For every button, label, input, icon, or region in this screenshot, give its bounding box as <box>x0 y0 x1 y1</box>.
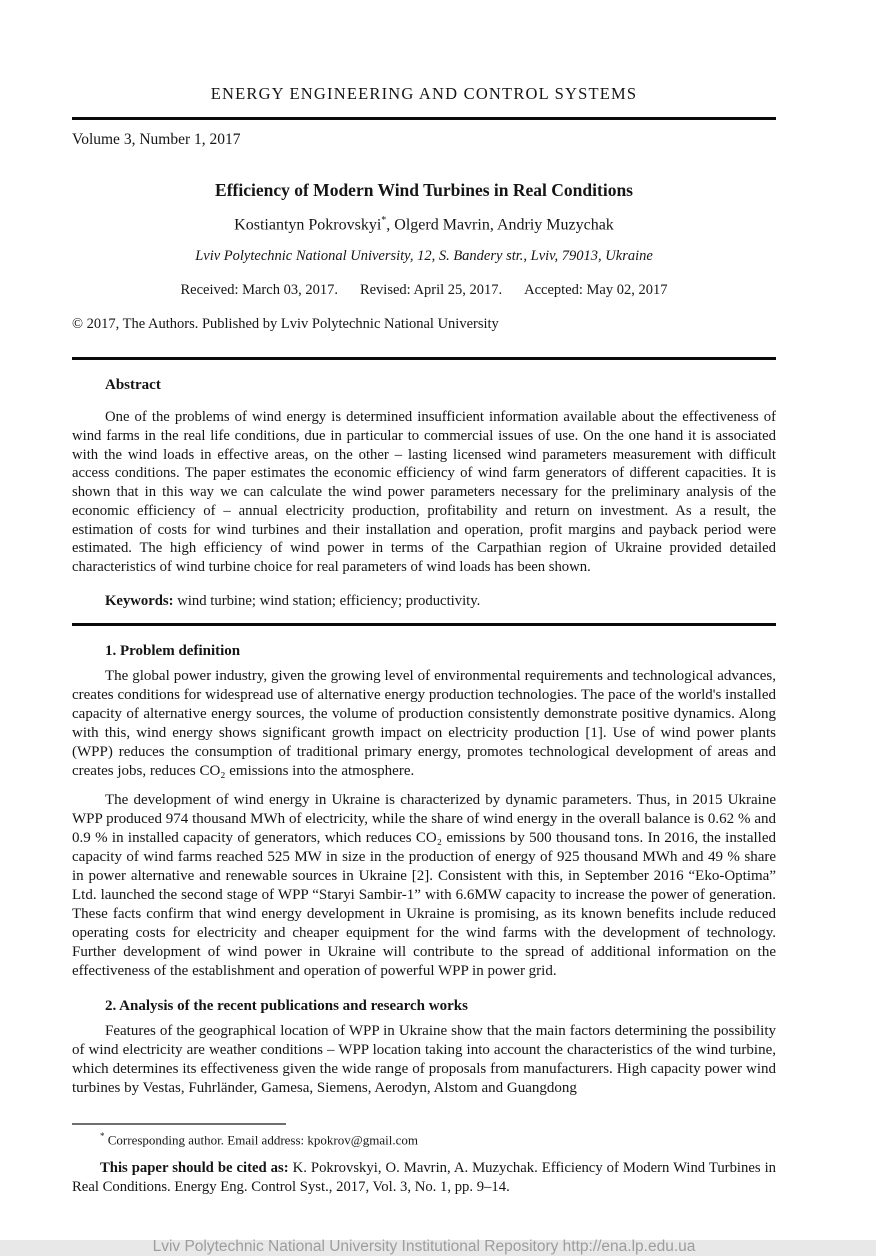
header-rule <box>72 117 776 120</box>
abstract-top-rule <box>72 357 776 360</box>
authors-line <box>72 215 776 234</box>
received-date: Received: March 03, 2017. <box>180 282 338 299</box>
citation-note <box>72 1159 776 1198</box>
article-title: Efficiency of Modern Wind Turbines in Real Conditions <box>215 180 633 200</box>
repository-footer: Lviv Polytechnic National University Institutional Repository http://ena.lp.edu.ua <box>152 1237 696 1255</box>
copyright-line: © 2017, The Authors. Published by Lviv Polytechnic National University <box>72 316 499 333</box>
section-1-heading: 1. Problem definition <box>105 642 241 659</box>
volume-line: Volume 3, Number 1, 2017 <box>72 131 241 148</box>
author-names-rest: , Olgerd Mavrin, Andriy Muzychak <box>386 216 614 234</box>
footnote-text: Corresponding author. Email address: kpokrov@gmail.com <box>104 1131 418 1147</box>
section-2-paragraph-1: Features of the geographical location of WPP in Ukraine show that the main factors determining the possibility of wind electricity are weather conditions – WPP location taking into account the characteristics of the wind turbine, which determines its effectiveness given the wide range of proposals from manufacturers. High capacity power wind turbines by Vestas, Fuhrländer, Gamesa, Siemens, Aerodyn, Alstom and Guangdong <box>72 1022 776 1096</box>
revised-date: Revised: April 25, 2017. <box>359 282 503 299</box>
page-content <box>72 0 776 1256</box>
author-names-first: Kostiantyn Pokrovskyi <box>234 216 382 234</box>
keywords-line <box>72 593 776 610</box>
keywords-text: wind turbine; wind station; efficiency; productivity. <box>173 592 481 609</box>
footnote-asterisk: * <box>100 1130 105 1141</box>
citation-label: This paper should be cited as: <box>100 1159 289 1176</box>
abstract-bottom-rule <box>72 623 776 626</box>
corresponding-author-footnote <box>72 1131 776 1148</box>
affiliation-line: Lviv Polytechnic National University, 12, S. Bandery str., Lviv, 79013, Ukraine <box>195 248 653 265</box>
citation-text: K. Pokrovskyi, O. Mavrin, A. Muzychak. Efficiency of Modern Wind Turbines in Real Conditions. Energy Eng. Control Syst., 2017, Vol. 3, No. 1, pp. 9–14. <box>72 1159 776 1196</box>
corresponding-author-asterisk: * <box>381 215 387 226</box>
journal-header: ENERGY ENGINEERING AND CONTROL SYSTEMS <box>210 84 638 103</box>
footnote-rule <box>72 1123 286 1125</box>
section-1-paragraph-1: The global power industry, given the growing level of environmental requirements and technological advances, creates conditions for widespread use of alternative energy production technologies. The pace of the world's installed capacity of alternative energy sources, the volume of production consistently demonstrate positive dynamics. Along with this, wind energy shows significant growth impact on electricity production [1]. Use of wind power plants (WPP) reduces the consumption of traditional primary energy, promotes technological development of areas and creates jobs, reduces CO₂ emissions into the atmosphere. <box>72 667 776 779</box>
accepted-date: Accepted: May 02, 2017 <box>524 282 668 299</box>
section-2-heading: 2. Analysis of the recent publications and research works <box>105 997 468 1014</box>
keywords-label: Keywords: <box>105 592 174 609</box>
abstract-body: One of the problems of wind energy is determined insufficient information available about the effectiveness of wind farms in the real life conditions, due in particular to commercial issues of use. On the one hand it is associated with the wind loads in effective areas, on the other – lasting licensed wind parameters measurement with difficult access conditions. The paper estimates the economic efficiency of wind farm generators of different capacities. It is shown that in this way we can calculate the wind power parameters necessary for the preliminary analysis of the economic efficiency of – annual electricity production, profitability and return on investment. As a result, the estimation of costs for wind turbines and their installation and operation, profit margins and payback period were estimated. The high efficiency of wind power in terms of the Carpathian region of Ukraine provided detailed characteristics of wind turbine choice for real parameters of wind loads has been shown. <box>72 409 776 575</box>
section-1-paragraph-2: The development of wind energy in Ukraine is characterized by dynamic parameters. Thus, in 2015 Ukraine WPP produced 974 thousand MWh of electricity, while the share of wind energy in the overall balance is 0.62 % and 0.9 % in installed capacity of generators, which reduces CO₂ emissions by 500 thousand tons. In 2016, the installed capacity of wind farms reached 525 MW in size in the production of energy of 925 thousand MWh and 49 % share in power alternative and renewable sources in Ukraine [2]. Consistent with this, in September 2016 “Eko-Optima” Ltd. launched the second stage of WPP “Staryi Sambir-1” with 6.6MW capacity to increase the power of generation. These facts confirm that wind energy development in Ukraine is promising, as its known benefits include reduced operating costs for electricity and cheaper equipment for the wind farms with the development of technology. Further development of wind power in Ukraine will contribute to the spread of additional information on the effectiveness of the establishment and operation of powerful WPP in power grid. <box>72 791 776 979</box>
abstract-heading: Abstract <box>105 377 161 394</box>
dates-line <box>72 282 776 299</box>
